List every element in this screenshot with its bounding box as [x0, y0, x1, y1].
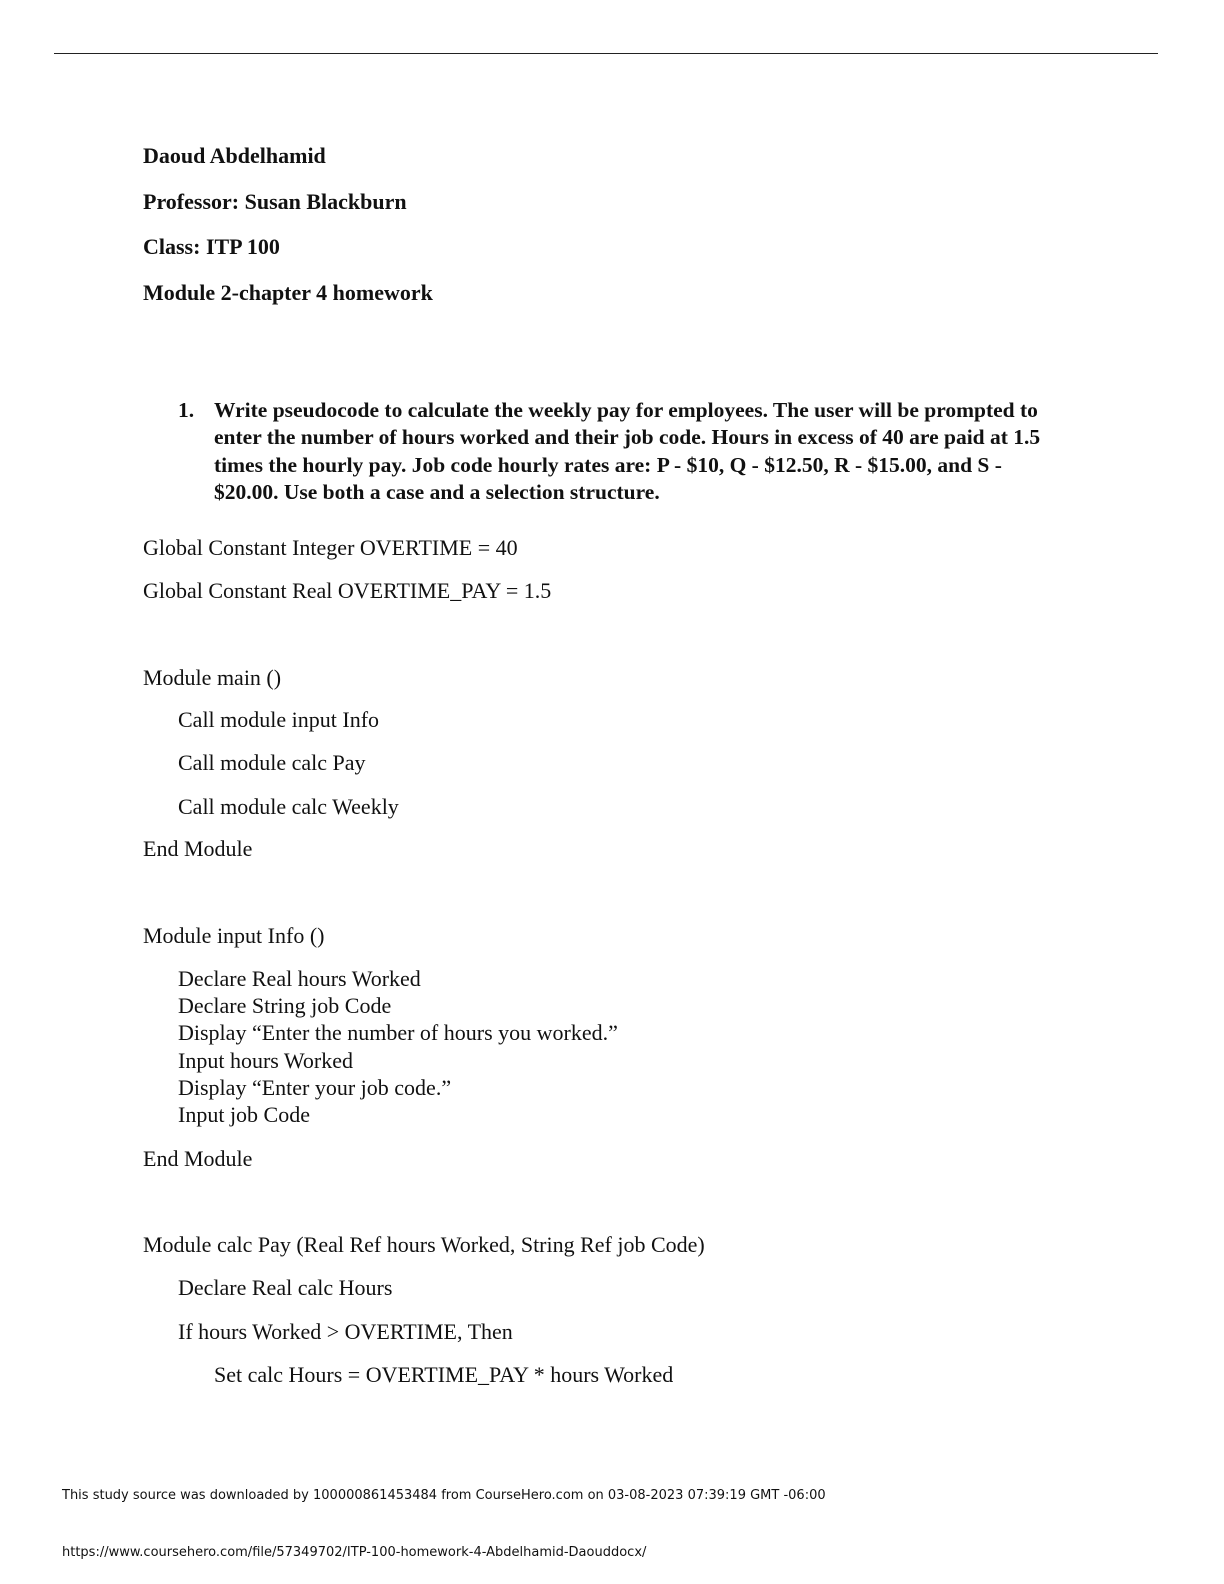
constant-overtime-pay: Global Constant Real OVERTIME_PAY = 1.5	[143, 578, 552, 603]
source-url: https://www.coursehero.com/file/57349702/ITP-100-homework-4-Abdelhamid-Daouddocx/	[62, 1545, 647, 1560]
declare-hours-worked: Declare Real hours Worked	[178, 966, 421, 991]
input-hours-worked: Input hours Worked	[178, 1048, 354, 1073]
main-call-calc-weekly: Call module calc Weekly	[178, 794, 399, 819]
download-source-note: This study source was downloaded by 100000861453484 from CourseHero.com on 03-08-2023 07:39:19 GMT -06:00	[62, 1488, 826, 1503]
main-end-module: End Module	[143, 836, 253, 861]
input-job-code: Input job Code	[178, 1102, 310, 1127]
module-calc-pay-header: Module calc Pay (Real Ref hours Worked, String Ref job Code)	[143, 1232, 705, 1257]
constant-overtime: Global Constant Integer OVERTIME = 40	[143, 535, 518, 560]
student-name: Daoud Abdelhamid	[143, 143, 326, 168]
input-info-end-module: End Module	[143, 1146, 253, 1171]
set-calc-hours-statement: Set calc Hours = OVERTIME_PAY * hours Worked	[214, 1362, 674, 1387]
declare-calc-hours: Declare Real calc Hours	[178, 1275, 393, 1300]
display-code-prompt: Display “Enter your job code.”	[178, 1075, 452, 1100]
module-input-info-header: Module input Info ()	[143, 923, 325, 948]
module-main-header: Module main ()	[143, 665, 282, 690]
question-item	[178, 397, 1058, 506]
display-hours-prompt: Display “Enter the number of hours you worked.”	[178, 1020, 618, 1045]
question-number: 1.	[178, 398, 195, 422]
question-text: Write pseudocode to calculate the weekly pay for employees. The user will be prompted to enter the number of hours worked and their job code. Hours in excess of 40 are paid at 1.5 times the hourly pay. Job code hourly rates are: P - $10, Q - $12.50, R - $15.00, and S - $20.00. Use both a case and a selection structure.	[214, 398, 1041, 504]
if-overtime-statement: If hours Worked > OVERTIME, Then	[178, 1319, 513, 1344]
top-divider	[54, 53, 1158, 54]
professor-line: Professor: Susan Blackburn	[143, 189, 407, 214]
assignment-title: Module 2-chapter 4 homework	[143, 280, 433, 305]
declare-job-code: Declare String job Code	[178, 993, 392, 1018]
class-line: Class: ITP 100	[143, 234, 280, 259]
main-call-calc-pay: Call module calc Pay	[178, 750, 366, 775]
main-call-input-info: Call module input Info	[178, 707, 380, 732]
